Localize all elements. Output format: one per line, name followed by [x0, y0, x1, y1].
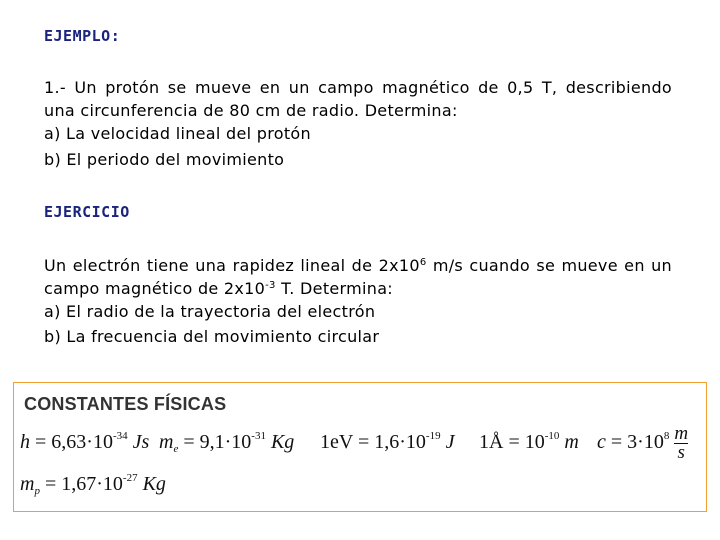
proton-mass-unit: Kg [137, 473, 166, 495]
electron-mass-exponent: -31 [251, 430, 266, 442]
proton-mass-exponent: -27 [122, 472, 138, 484]
planck-value: = 6,63·10 [30, 431, 113, 453]
light-speed-unit-denominator: s [674, 443, 688, 462]
constant-planck [20, 431, 149, 454]
constant-speed-of-light [597, 425, 688, 462]
exercise-item-a: a) El radio de la trayectoria del electrón [44, 302, 376, 321]
angstrom-symbol: 1Å [479, 431, 504, 453]
exercise-exponent-2: -3 [265, 280, 276, 291]
exercise-text-part2: m/s cuando se mueve en un campo magnético de 2x10 [44, 256, 672, 298]
proton-mass-value: = 1,67·10 [39, 473, 123, 495]
exercise-heading: EJERCICIO [44, 203, 130, 221]
electronvolt-unit: J [440, 431, 455, 453]
constants-panel [13, 382, 707, 512]
example-item-b: b) El periodo del movimiento [44, 150, 285, 169]
planck-exponent: -34 [112, 430, 128, 442]
electronvolt-value: = 1,6·10 [352, 431, 426, 453]
example-item-a: a) La velocidad lineal del protón [44, 124, 311, 143]
exercise-item-b: b) La frecuencia del movimiento circular [44, 327, 380, 346]
proton-mass-symbol: m [20, 473, 35, 495]
constant-electronvolt [320, 431, 454, 454]
light-speed-value: = 3·10 [605, 431, 664, 454]
example-problem-statement: 1.- Un protón se mueve en un campo magnético de 0,5 T, describiendo una circunferencia de 80 cm de radio. Determina: [44, 78, 672, 120]
planck-symbol: h [20, 431, 30, 453]
light-speed-unit-fraction [674, 425, 688, 462]
constants-title: CONSTANTES FÍSICAS [24, 394, 227, 414]
constant-angstrom [479, 431, 579, 454]
electron-mass-value: = 9,1·10 [178, 431, 252, 453]
constant-electron-mass [159, 431, 294, 454]
electron-mass-unit: Kg [265, 431, 295, 453]
exercise-text-part3: T. Determina: [275, 279, 393, 298]
constant-proton-mass [20, 473, 166, 496]
planck-unit: Js [127, 431, 150, 453]
electron-mass-subscript: e [173, 443, 179, 455]
exercise-statement [44, 254, 672, 300]
electronvolt-exponent: -19 [425, 430, 441, 442]
exercise-text-part1: Un electrón tiene una rapidez lineal de 2x10 [44, 256, 420, 275]
exercise-exponent-1: 6 [419, 257, 427, 268]
proton-mass-subscript: p [34, 485, 40, 497]
electronvolt-symbol: 1eV [320, 431, 353, 453]
example-heading: EJEMPLO: [44, 27, 121, 45]
light-speed-exponent: 8 [663, 430, 670, 443]
electron-mass-symbol: m [159, 431, 174, 453]
angstrom-exponent: -10 [544, 430, 560, 442]
angstrom-value: = 10 [503, 431, 545, 453]
light-speed-symbol: c [597, 431, 606, 454]
light-speed-unit-numerator: m [674, 423, 689, 444]
angstrom-unit: m [559, 431, 579, 453]
